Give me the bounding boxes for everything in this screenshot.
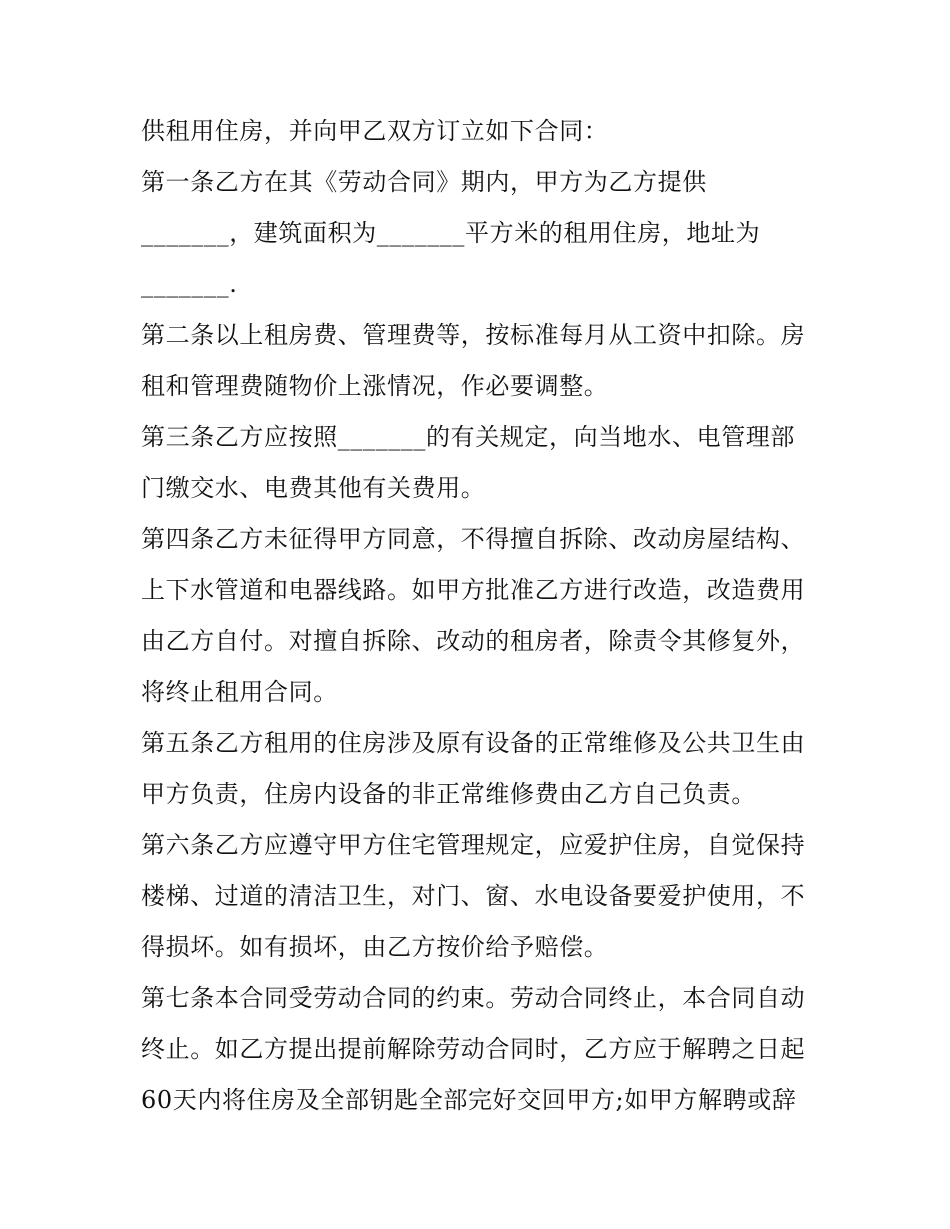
text-line: 门缴交水、电费其他有关费用。 <box>141 474 486 502</box>
text-line: 上下水管道和电器线路。如甲方批准乙方进行改造，改造费用 <box>141 576 806 604</box>
text-line: 第六条乙方应遵守甲方住宅管理规定，应爱护住房，自觉保持 <box>141 831 806 859</box>
text-line: 楼梯、过道的清洁卫生，对门、窗、水电设备要爱护使用，不 <box>141 882 806 910</box>
text-line: 第七条本合同受劳动合同的约束。劳动合同终止，本合同自动 <box>141 984 806 1012</box>
text-line: 第四条乙方未征得甲方同意，不得擅自拆除、改动房屋结构、 <box>141 525 806 553</box>
text-line: 60天内将住房及全部钥匙全部完好交回甲方;如甲方解聘或辞 <box>141 1086 797 1114</box>
text-line: 由乙方自付。对擅自拆除、改动的租房者，除责令其修复外， <box>141 627 806 655</box>
text-line: 第一条乙方在其《劳动合同》期内，甲方为乙方提供 <box>141 168 707 196</box>
text-line: 第三条乙方应按照_______的有关规定，向当地水、电管理部 <box>141 423 795 451</box>
text-line: _______. <box>141 270 238 298</box>
text-line: 第二条以上租房费、管理费等，按标准每月从工资中扣除。房 <box>141 321 806 349</box>
text-line: 得损坏。如有损坏，由乙方按价给予赔偿。 <box>141 933 609 961</box>
text-line: 将终止租用合同。 <box>141 678 338 706</box>
text-line: _______，建筑面积为_______平方米的租用住房，地址为 <box>141 219 761 247</box>
contract-body <box>141 106 821 1126</box>
text-line: 甲方负责，住房内设备的非正常维修费由乙方自己负责。 <box>141 780 756 808</box>
text-line: 第五条乙方租用的住房涉及原有设备的正常维修及公共卫生由 <box>141 729 806 757</box>
text-line: 终止。如乙方提出提前解除劳动合同时，乙方应于解聘之日起 <box>141 1035 806 1063</box>
text-line: 租和管理费随物价上涨情况，作必要调整。 <box>141 372 609 400</box>
text-line: 供租用住房，并向甲乙双方订立如下合同： <box>141 117 609 145</box>
